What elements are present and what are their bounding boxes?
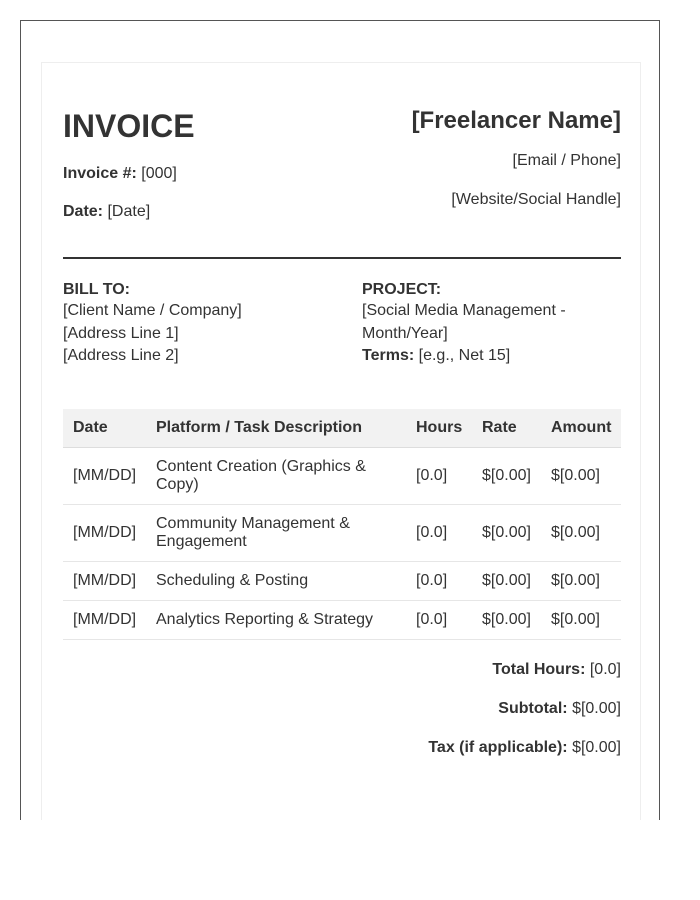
column-header-rate: Rate <box>472 409 541 447</box>
table-row <box>63 561 621 600</box>
row-hours: [0.0] <box>406 561 472 600</box>
invoice-number <box>63 164 322 184</box>
tax-label: Tax (if applicable): <box>428 738 568 756</box>
table-header-row <box>63 409 621 447</box>
invoice-meta <box>63 83 322 222</box>
total-hours <box>63 660 621 680</box>
row-rate: $[0.00] <box>472 447 541 504</box>
row-date: [MM/DD] <box>63 504 146 561</box>
bill-to-block <box>63 280 362 409</box>
table-row <box>63 504 621 561</box>
address-line-2: [Address Line 2] <box>63 347 179 364</box>
client-name: [Client Name / Company] <box>63 302 242 319</box>
freelancer-name: [Freelancer Name] <box>411 107 621 134</box>
table-row <box>63 447 621 504</box>
invoice-header <box>63 83 621 259</box>
column-header-date: Date <box>63 409 146 447</box>
project-block <box>362 280 621 409</box>
row-amount: $[0.00] <box>541 447 621 504</box>
subtotal <box>63 699 621 719</box>
freelancer-info <box>322 83 621 210</box>
row-hours: [0.0] <box>406 447 472 504</box>
tax <box>63 738 621 758</box>
row-description: Analytics Reporting & Strategy <box>146 600 406 639</box>
subtotal-value: $[0.00] <box>572 699 621 717</box>
line-items-table <box>63 409 621 640</box>
total-hours-value: [0.0] <box>589 660 621 678</box>
totals-section <box>63 660 621 758</box>
subtotal-label: Subtotal: <box>498 699 568 717</box>
row-rate: $[0.00] <box>472 600 541 639</box>
row-hours: [0.0] <box>406 600 472 639</box>
row-description: Community Management & Engagement <box>146 504 406 561</box>
total-hours-label: Total Hours: <box>492 660 586 678</box>
freelancer-website: [Website/Social Handle] <box>451 191 621 208</box>
row-amount: $[0.00] <box>541 600 621 639</box>
invoice-date-value: [Date] <box>107 203 151 221</box>
row-rate: $[0.00] <box>472 561 541 600</box>
row-hours: [0.0] <box>406 504 472 561</box>
invoice-sheet <box>41 62 641 820</box>
project-name: [Social Media Management - Month/Year] <box>362 302 566 342</box>
document-frame <box>20 20 660 820</box>
column-header-hours: Hours <box>406 409 472 447</box>
row-date: [MM/DD] <box>63 561 146 600</box>
column-header-amount: Amount <box>541 409 621 447</box>
billing-section <box>63 259 621 409</box>
row-date: [MM/DD] <box>63 600 146 639</box>
invoice-number-value: [000] <box>141 165 177 183</box>
row-description: Content Creation (Graphics & Copy) <box>146 447 406 504</box>
address-line-1: [Address Line 1] <box>63 324 179 342</box>
freelancer-email-phone: [Email / Phone] <box>512 152 621 169</box>
invoice-title: INVOICE <box>63 108 195 144</box>
invoice-content <box>63 83 621 777</box>
terms-label: Terms: <box>362 347 415 364</box>
row-date: [MM/DD] <box>63 447 146 504</box>
terms-value: [e.g., Net 15] <box>418 347 511 364</box>
project-heading: PROJECT: <box>362 281 442 298</box>
row-description: Scheduling & Posting <box>146 561 406 600</box>
project-terms <box>362 345 621 368</box>
invoice-number-label: Invoice #: <box>63 165 137 183</box>
column-header-description: Platform / Task Description <box>146 409 406 447</box>
row-rate: $[0.00] <box>472 504 541 561</box>
table-row <box>63 600 621 639</box>
row-amount: $[0.00] <box>541 561 621 600</box>
bill-to-heading: BILL TO: <box>63 281 130 298</box>
invoice-date <box>63 202 322 222</box>
invoice-date-label: Date: <box>63 203 104 221</box>
tax-value: $[0.00] <box>572 738 621 756</box>
row-amount: $[0.00] <box>541 504 621 561</box>
